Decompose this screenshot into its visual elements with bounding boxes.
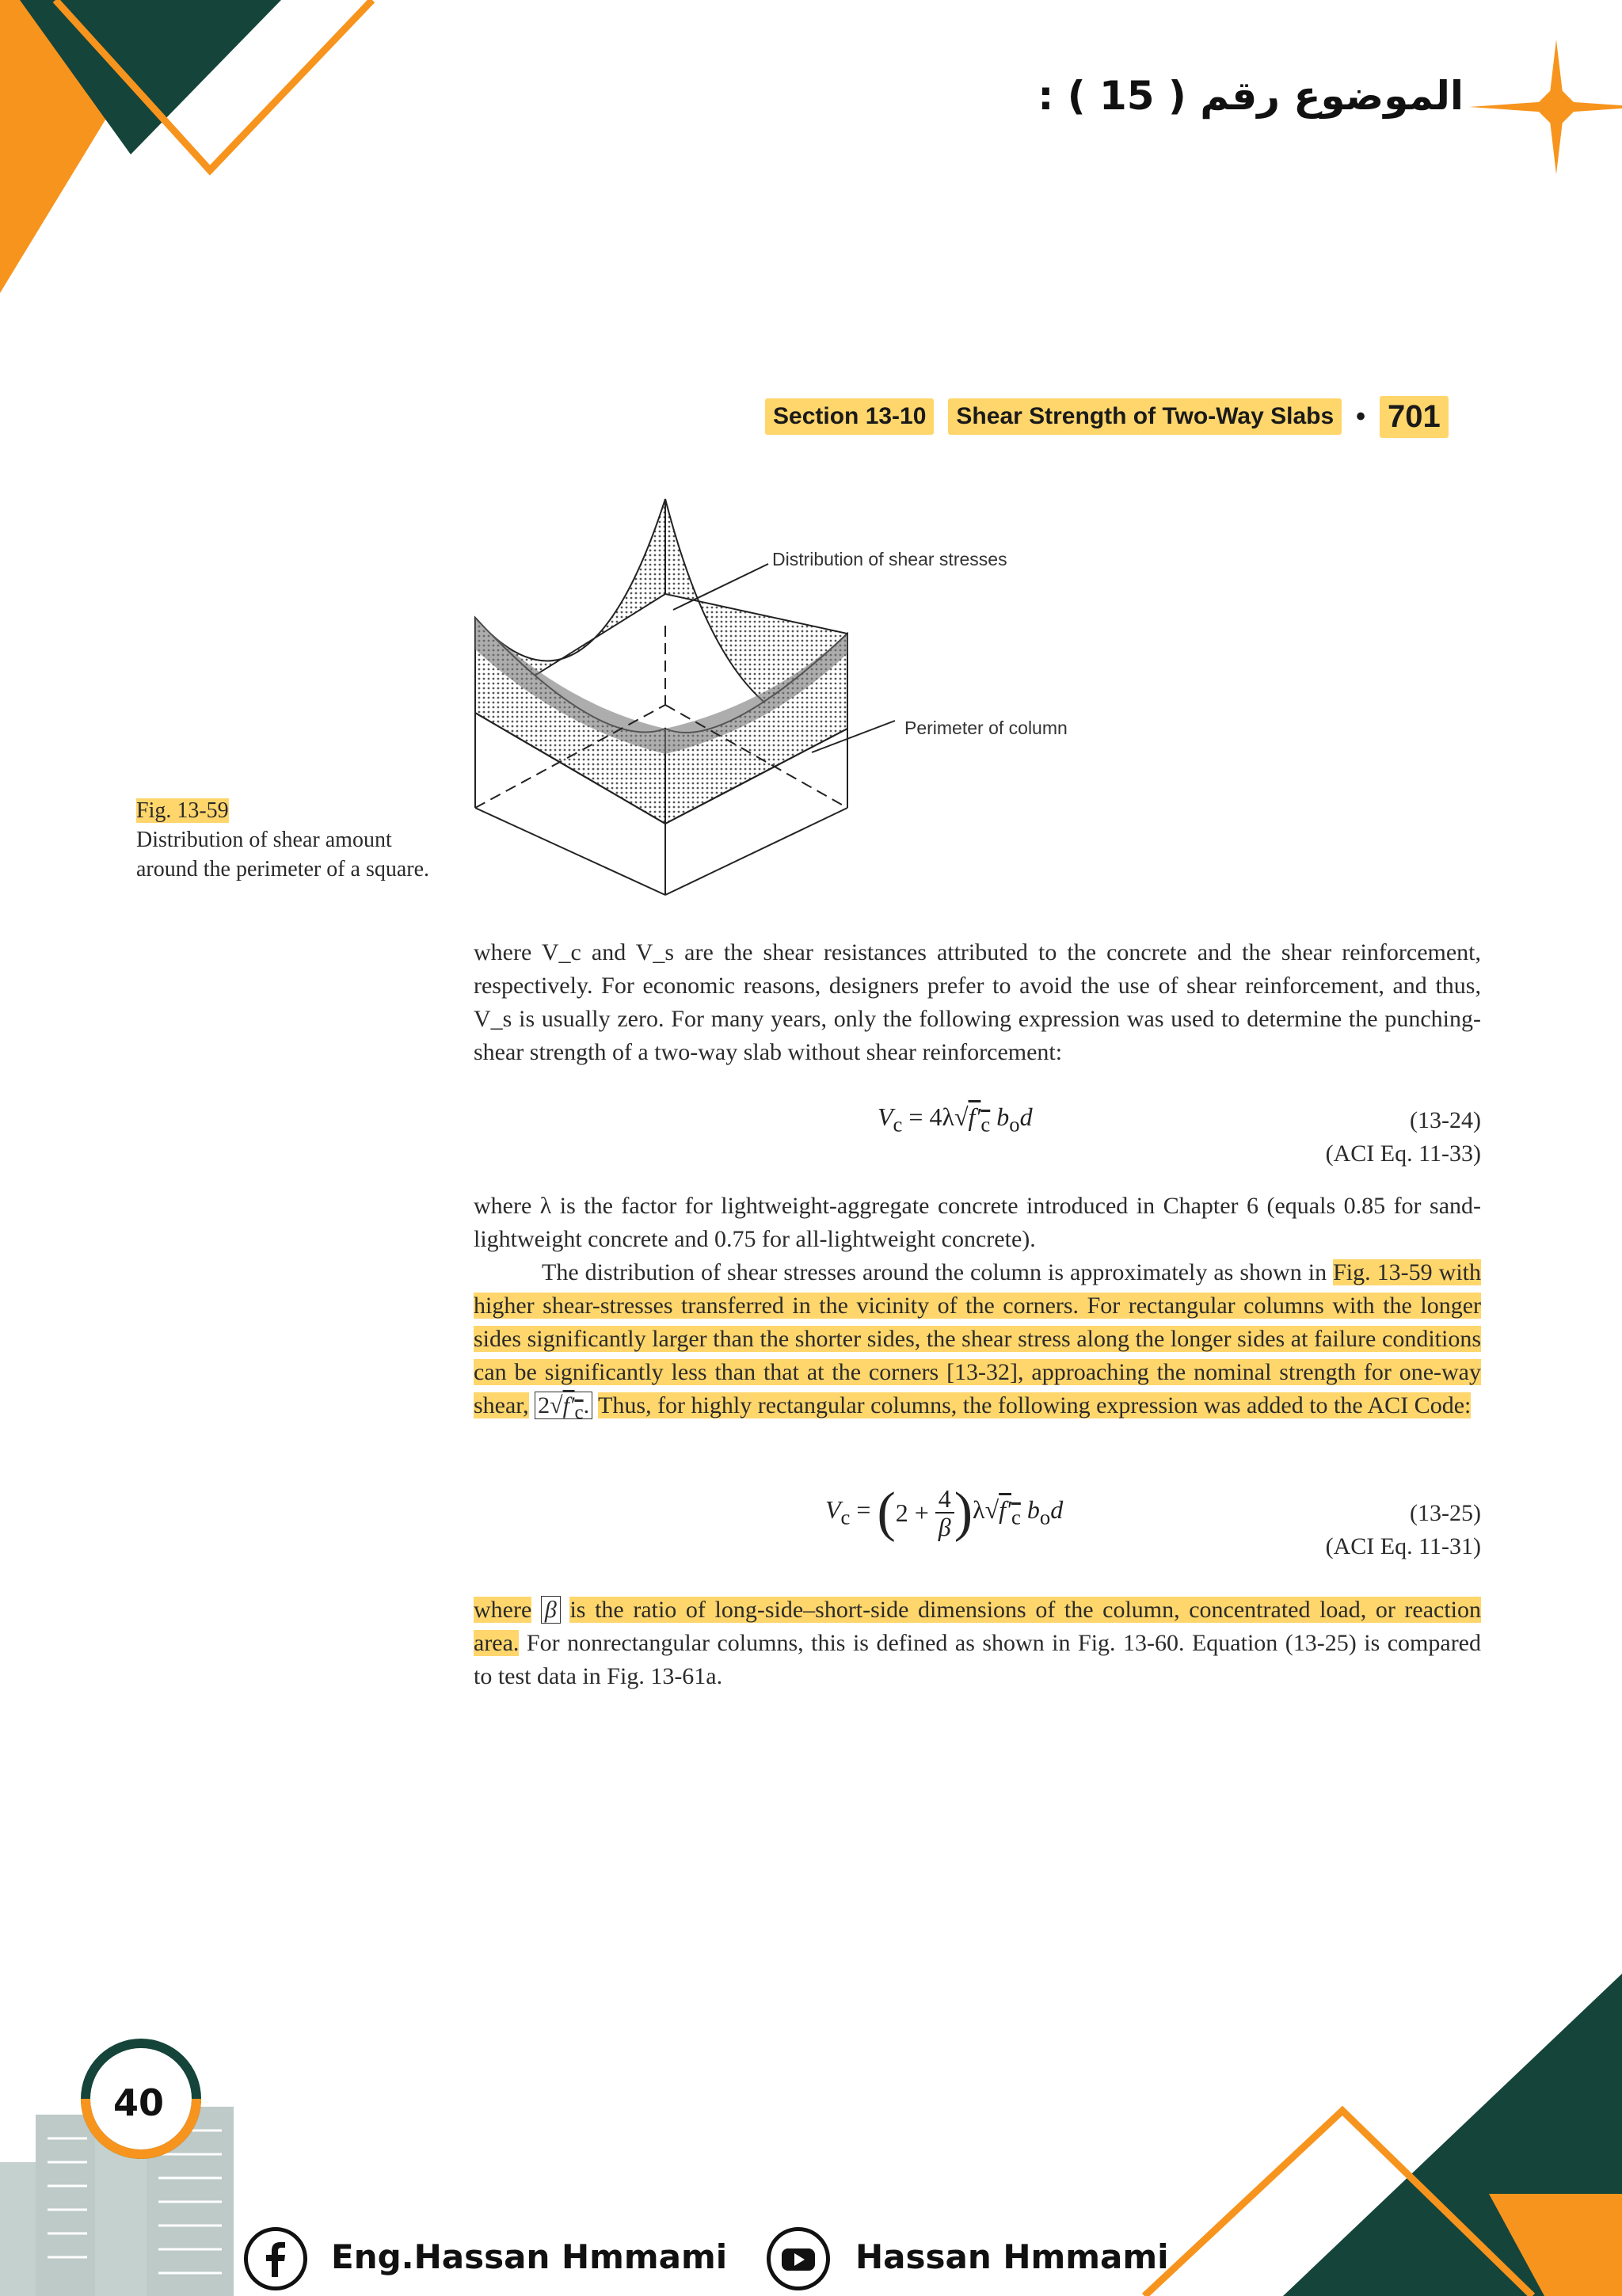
equation-13-25-labels [1326,1497,1481,1563]
book-page-number: 701 [1380,396,1449,438]
figure-label-perimeter: Perimeter of column [904,718,1068,738]
paragraph-3 [474,1256,1481,1430]
page-number: 40 [112,2081,164,2124]
paragraph-3-after: Thus, for highly rectangular columns, the following expression was added to the ACI Code: [598,1392,1472,1418]
youtube-icon[interactable] [767,2227,830,2290]
equation-13-25-number: (13-25) [1410,1500,1481,1526]
star-icon [1469,40,1622,174]
figure-caption [136,796,445,884]
paragraph-3-start: The distribution of shear stresses around the column is approximately as shown in [542,1259,1327,1285]
equation-13-24-ref: (ACI Eq. 11-33) [1325,1140,1481,1167]
facebook-icon[interactable] [244,2227,307,2290]
equation-13-24-labels [1326,1104,1481,1171]
section-number: Section 13-10 [765,398,934,435]
youtube-name[interactable]: Hassan Hmmami [855,2237,1169,2276]
equation-13-24-number: (13-24) [1410,1107,1481,1133]
figure-caption-id: Fig. 13-59 [136,798,229,823]
paragraph-3-highlight: Fig. 13-59 with higher shear-stresses transferred in the vicinity of the corners. For rectangular columns with the longer sides significantly larger than the shorter sides, the shear stress along the longer sides at failure conditions can be significantly less than that at the corners [13-32], approaching the nominal strength for one-way shear, [474,1259,1481,1418]
paragraph-4 [474,1593,1481,1693]
paragraph-4-highlight-b: is the ratio of long-side–short-side dimensions of the column, concentrated load, or reaction area. [474,1597,1482,1656]
topic-title: الموضوع رقم ( 15 ) : [1038,73,1464,119]
beta-symbol: β [541,1596,561,1624]
section-title: Shear Strength of Two-Way Slabs [948,398,1342,435]
paragraph-2: where λ is the factor for lightweight-aggregate concrete introduced in Chapter 6 (equals 0.85 for sand-lightweight concrete and 0.75 for all-lightweight concrete). [474,1193,1481,1252]
paragraph-4-highlight-a: where [474,1597,532,1623]
equation-13-25-ref: (ACI Eq. 11-31) [1325,1533,1481,1559]
equation-13-25: $V_c$ = ( 2 + $\frac{4}{\beta}$ ) $\lambda√f'_c$ $b_od$ [825,1482,1064,1543]
header-bullet: • [1356,401,1366,432]
facebook-name[interactable]: Eng.Hassan Hmmami [331,2237,728,2276]
figure-caption-text: Distribution of shear amount around the perimeter of a square. [136,828,430,881]
running-header [765,394,1449,439]
one-way-shear-formula: $2√f'_c$. [535,1392,592,1419]
equation-13-24: $V_c = 4\lambda√f'_c$ $b_od$ [878,1102,1033,1137]
figure-label-distribution: Distribution of shear stresses [772,549,1007,569]
paragraph-4-rest: For nonrectangular columns, this is defined as shown in Fig. 13-60. Equation (13-25) is compared to test data in Fig. 13-61a. [474,1630,1481,1689]
paragraph-1: where V_c and V_s are the shear resistances attributed to the concrete and the shear reinforcement, respectively. For economic reasons, designers prefer to avoid the use of shear reinforcement, and thus, V_s is usually zero. For many years, only the following expression was used to determine the punching-shear strength of a two-way slab without shear reinforcement: [474,939,1481,1065]
